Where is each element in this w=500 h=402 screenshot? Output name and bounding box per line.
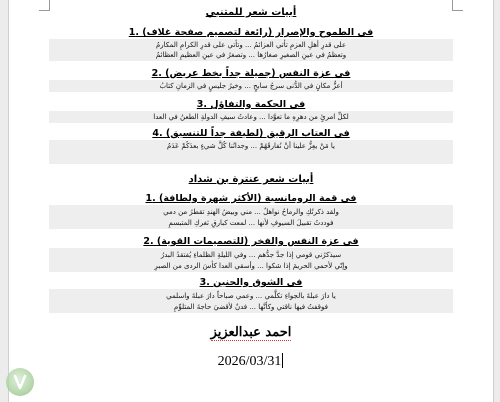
verse-line: وتعظمُ في عينِ الصغيرِ صغارُها ... وتصغرُ في عينِ العظيمِ العظائمُ bbox=[155, 51, 347, 59]
signature: احمد عبدالعزيز bbox=[210, 325, 292, 340]
section-heading: في الشوق والحنين .3 bbox=[199, 277, 303, 288]
section-heading: في قمة الرومانسية (الأكثر شهرة ولطافة) .1 bbox=[145, 193, 357, 204]
verse-line: يا مَنْ يعِزُّ علينا أنْ نُفارقَهُمْ ... وجدانُنا كُلَّ شيءٍ بعدَكُمْ عَدَمُ bbox=[167, 142, 335, 150]
text-cursor bbox=[282, 353, 283, 368]
section-heading: في الطموح والإصرار (رائعة لتصميم صفحة غلاف) .1 bbox=[128, 27, 374, 38]
verse-line: على قدرِ أهلِ العزمِ تأتي العزائمُ ... وتأتي على قدرِ الكرامِ المكارمُ bbox=[155, 41, 347, 49]
verse-line: سيذكرُني قومي إذا جدَّ جدُّهم ... وفي الليلةِ الظلماءِ يُفتقدُ البدرُ bbox=[160, 251, 342, 259]
verse-line: فوقفتُ فيها ناقتي وكأنَّها ... فدنٌ لأقضيَ حاجةَ المتلوِّمِ bbox=[174, 303, 328, 311]
section-heading: في العتاب الرقيق (لطيفة جداً للتنسيق) .4 bbox=[152, 128, 350, 139]
verse-line: ولقد ذكرتُكِ والرماحُ نواهلٌ ... مني وبيضُ الهندِ تقطرُ من دمي bbox=[163, 208, 339, 216]
verse-line: أعزُّ مكانٍ في الدُّنى سرجُ سابحٍ ... وخيرُ جليسٍ في الزمانِ كتابُ bbox=[159, 82, 343, 90]
section-heading: في الحكمة والتفاؤل .3 bbox=[196, 99, 306, 110]
document-page[interactable] bbox=[8, 0, 494, 402]
verse-line: فوددتُ تقبيلَ السيوفِ لأنها ... لمعت كبارقِ ثغركِ المتبسمِ bbox=[168, 219, 334, 227]
section-heading: في عزة النفس (جميلة جداً بخط عريض) .2 bbox=[151, 68, 351, 79]
margin-corner-mark bbox=[452, 0, 463, 11]
date-line[interactable] bbox=[49, 353, 453, 370]
verse-line: لكلِّ امرئٍ من دهرِهِ ما تعوَّدا ... وعادتُ سيفِ الدولةِ الطعنُ في العدا bbox=[153, 113, 349, 121]
section-heading: في عزة النفس والفخر (للتصميمات القوية) .2 bbox=[143, 236, 359, 247]
date-text: 2026/03/31 bbox=[217, 354, 282, 369]
verse-line: يا دارَ عبلةَ بالجواءِ تكلَّمي ... وعمي صباحاً دارَ عبلةَ واسلمي bbox=[166, 292, 336, 300]
watermark-logo bbox=[6, 368, 34, 396]
part2-title: أبيات شعر عنترة بن شداد bbox=[188, 174, 314, 185]
verse-line: وإنّي لأحمي الحريمَ إذا شكوا ... وأسقي العدا كأسَ الردى من الصبرِ bbox=[154, 262, 348, 270]
part1-title: أبيات شعر للمتنبي bbox=[205, 7, 297, 18]
